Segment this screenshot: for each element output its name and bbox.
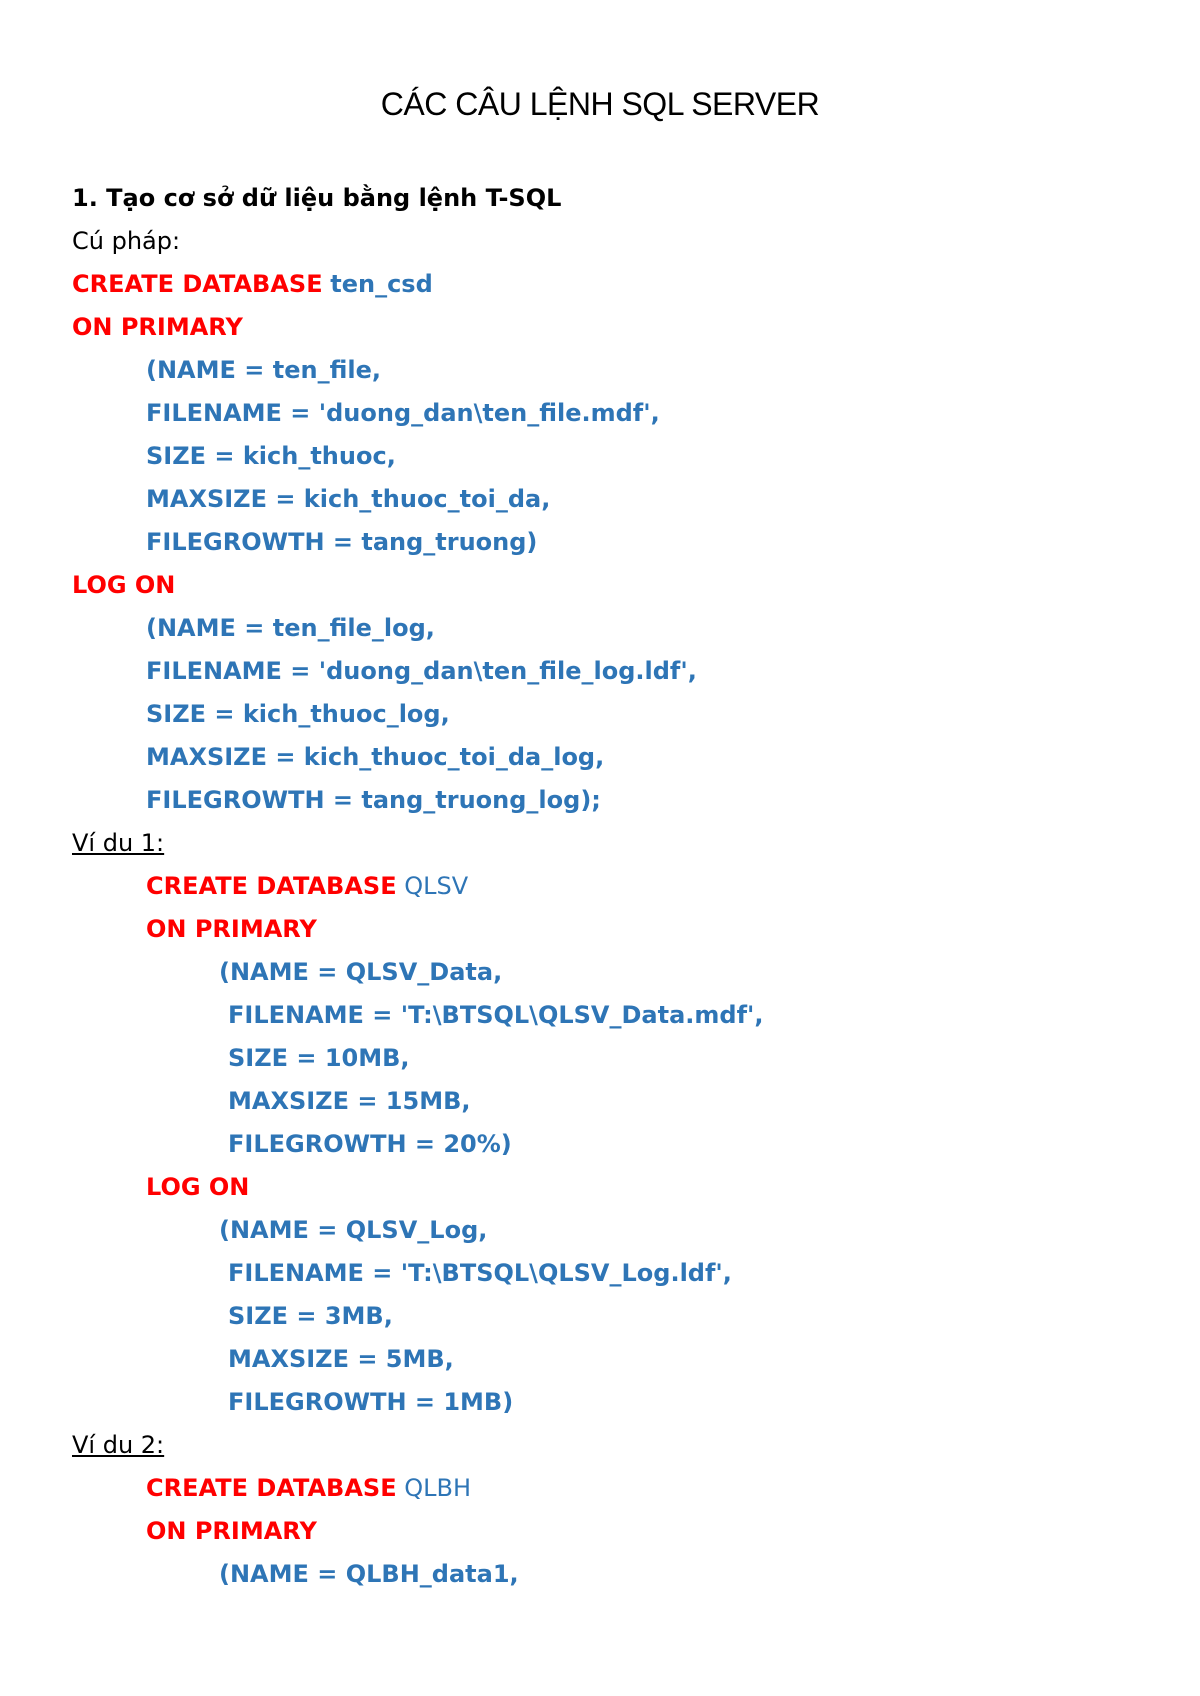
syntax-log-line: FILEGROWTH = tang_truong_log); [146,786,601,814]
example-2-create-line [146,1473,471,1503]
syntax-primary-line: FILEGROWTH = tang_truong) [146,528,538,556]
syntax-primary-line: MAXSIZE = kich_thuoc_toi_da, [146,485,551,513]
on-primary-keyword: ON PRIMARY [146,915,317,943]
example-2-primary-line: (NAME = QLBH_data1, [219,1560,519,1588]
log-on-keyword: LOG ON [72,571,176,599]
create-keyword: CREATE DATABASE [72,270,323,298]
create-keyword: CREATE DATABASE [146,1474,397,1502]
syntax-create-line [72,269,433,299]
example-1-log-line: MAXSIZE = 5MB, [228,1345,454,1373]
example-1-create-line [146,871,468,901]
example-2-label: Ví du 2: [72,1431,165,1459]
example-1-label: Ví du 1: [72,829,165,857]
syntax-log-line: MAXSIZE = kich_thuoc_toi_da_log, [146,743,605,771]
example-1-primary-line: MAXSIZE = 15MB, [228,1087,471,1115]
syntax-log-line: FILENAME = 'duong_dan\ten_file_log.ldf', [146,657,697,685]
example-1-primary-line: FILEGROWTH = 20%) [228,1130,512,1158]
example-1-primary-line: FILENAME = 'T:\BTSQL\QLSV_Data.mdf', [228,1001,764,1029]
example-1-primary-line: SIZE = 10MB, [228,1044,410,1072]
on-primary-keyword: ON PRIMARY [72,313,243,341]
create-keyword: CREATE DATABASE [146,872,397,900]
section-heading: 1. Tạo cơ sở dữ liệu bằng lệnh T-SQL [72,184,562,212]
syntax-primary-line: FILENAME = 'duong_dan\ten_file.mdf', [146,399,660,427]
example-1-log-line: FILENAME = 'T:\BTSQL\QLSV_Log.ldf', [228,1259,732,1287]
syntax-log-line: SIZE = kich_thuoc_log, [146,700,450,728]
log-on-keyword: LOG ON [146,1173,250,1201]
syntax-primary-line: SIZE = kich_thuoc, [146,442,396,470]
syntax-label: Cú pháp: [72,227,181,255]
example-1-primary-line: (NAME = QLSV_Data, [219,958,503,986]
database-name: QLSV [404,872,469,900]
syntax-log-line: (NAME = ten_file_log, [146,614,435,642]
database-name: QLBH [404,1474,472,1502]
example-1-log-line: (NAME = QLSV_Log, [219,1216,488,1244]
database-name: ten_csd [330,270,433,298]
on-primary-keyword: ON PRIMARY [146,1517,317,1545]
example-1-log-line: FILEGROWTH = 1MB) [228,1388,514,1416]
syntax-primary-line: (NAME = ten_file, [146,356,381,384]
example-1-log-line: SIZE = 3MB, [228,1302,393,1330]
page-title: CÁC CÂU LỆNH SQL SERVER [380,86,820,122]
